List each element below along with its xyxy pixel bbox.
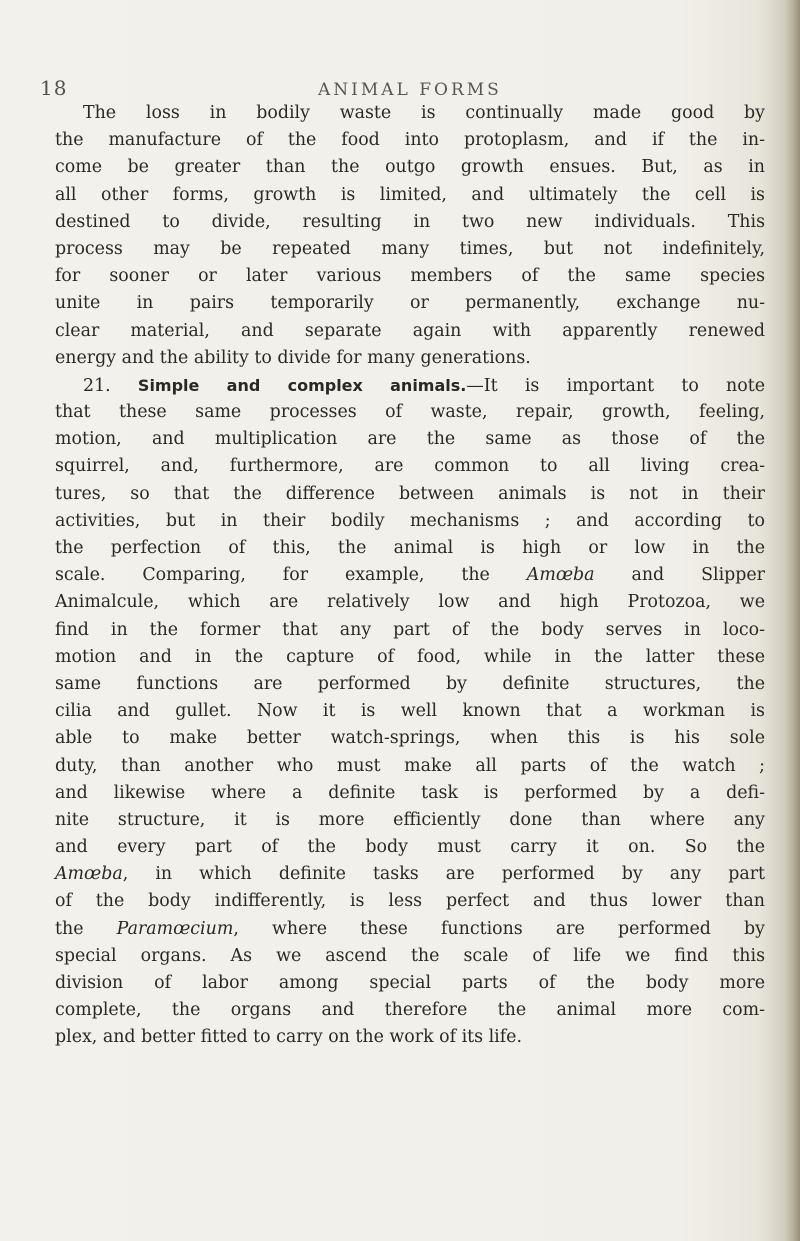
text-line: the manufacture of the food into protoplasm, and if the in- bbox=[55, 130, 765, 151]
text-line: process may be repeated many times, but not indefinitely, bbox=[55, 238, 765, 259]
text-line: for sooner or later various members of the same species bbox=[55, 266, 765, 287]
text-line: activities, but in their bodily mechanisms ; and according to bbox=[55, 510, 765, 531]
text-line: able to make better watch-springs, when this is his sole bbox=[55, 728, 765, 749]
text-line bbox=[55, 562, 765, 589]
text-line: same functions are performed by definite structures, the bbox=[55, 673, 765, 694]
text-line: cilia and gullet. Now it is well known that a workman is bbox=[55, 701, 765, 722]
text-span: the bbox=[55, 918, 84, 939]
taxon-name: Amœba bbox=[55, 864, 123, 885]
text-line: and every part of the body must carry it on. So the bbox=[55, 837, 765, 858]
text-line: plex, and better fitted to carry on the work of its life. bbox=[55, 1027, 522, 1048]
text-line: complete, the organs and therefore the animal more com- bbox=[55, 1000, 765, 1021]
text-line bbox=[55, 372, 765, 399]
text-line: The loss in bodily waste is continually made good by bbox=[83, 103, 765, 123]
text-span: and Slipper bbox=[631, 565, 765, 586]
paragraph-growth bbox=[55, 100, 765, 372]
text-span: , in which definite tasks are performed by any part bbox=[122, 864, 765, 885]
text-line: division of labor among special parts of the body more bbox=[55, 973, 765, 993]
section-number: 21. bbox=[83, 375, 111, 396]
text-line: the perfection of this, the animal is high or low in the bbox=[55, 538, 765, 558]
text-line: squirrel, and, furthermore, are common to all living crea- bbox=[55, 456, 765, 477]
text-line: motion, and multiplication are the same as those of the bbox=[55, 429, 765, 450]
text-line: special organs. As we ascend the scale of life we find this bbox=[55, 945, 765, 966]
page-edge-shadow bbox=[784, 0, 800, 1241]
text-line: nite structure, it is more efficiently done than where any bbox=[55, 809, 765, 830]
body-text bbox=[55, 100, 765, 1052]
text-line: destined to divide, resulting in two new individuals. This bbox=[55, 211, 765, 232]
page-number: 18 bbox=[40, 76, 68, 100]
text-line: tures, so that the difference between animals is not in their bbox=[55, 483, 765, 504]
text-line: find in the former that any part of the body serves in loco- bbox=[55, 619, 765, 640]
text-line: Animalcule, which are relatively low and high Protozoa, we bbox=[55, 592, 765, 613]
text-line: and likewise where a definite task is performed by a defi- bbox=[55, 782, 765, 803]
text-line: clear material, and separate again with apparently renewed bbox=[55, 320, 765, 341]
text-line: motion and in the capture of food, while in the latter these bbox=[55, 646, 765, 667]
text-line: unite in pairs temporarily or permanently, exchange nu- bbox=[55, 293, 765, 314]
running-head: ANIMAL FORMS bbox=[318, 80, 502, 100]
text-line: energy and the ability to divide for many generations. bbox=[55, 347, 531, 368]
text-line: come be greater than the outgo growth ensues. But, as in bbox=[55, 157, 765, 178]
text-line bbox=[55, 861, 765, 888]
text-line bbox=[55, 916, 765, 943]
text-line: all other forms, growth is limited, and ultimately the cell is bbox=[55, 184, 765, 205]
section-heading: Simple and complex animals. bbox=[137, 375, 467, 395]
text-span: scale. Comparing, for example, the bbox=[55, 565, 490, 586]
taxon-name: Paramœcium bbox=[116, 918, 234, 939]
taxon-name: Amœba bbox=[526, 565, 595, 586]
text-line: of the body indifferently, is less perfect and thus lower than bbox=[55, 891, 765, 912]
text-span: , where these functions are performed by bbox=[233, 918, 766, 939]
text-line: duty, than another who must make all parts of the watch ; bbox=[55, 755, 765, 776]
text-line: that these same processes of waste, repair, growth, feeling, bbox=[55, 402, 765, 423]
paragraph-simple-complex-animals bbox=[55, 372, 765, 1052]
text-span: —It is important to note bbox=[466, 375, 765, 396]
